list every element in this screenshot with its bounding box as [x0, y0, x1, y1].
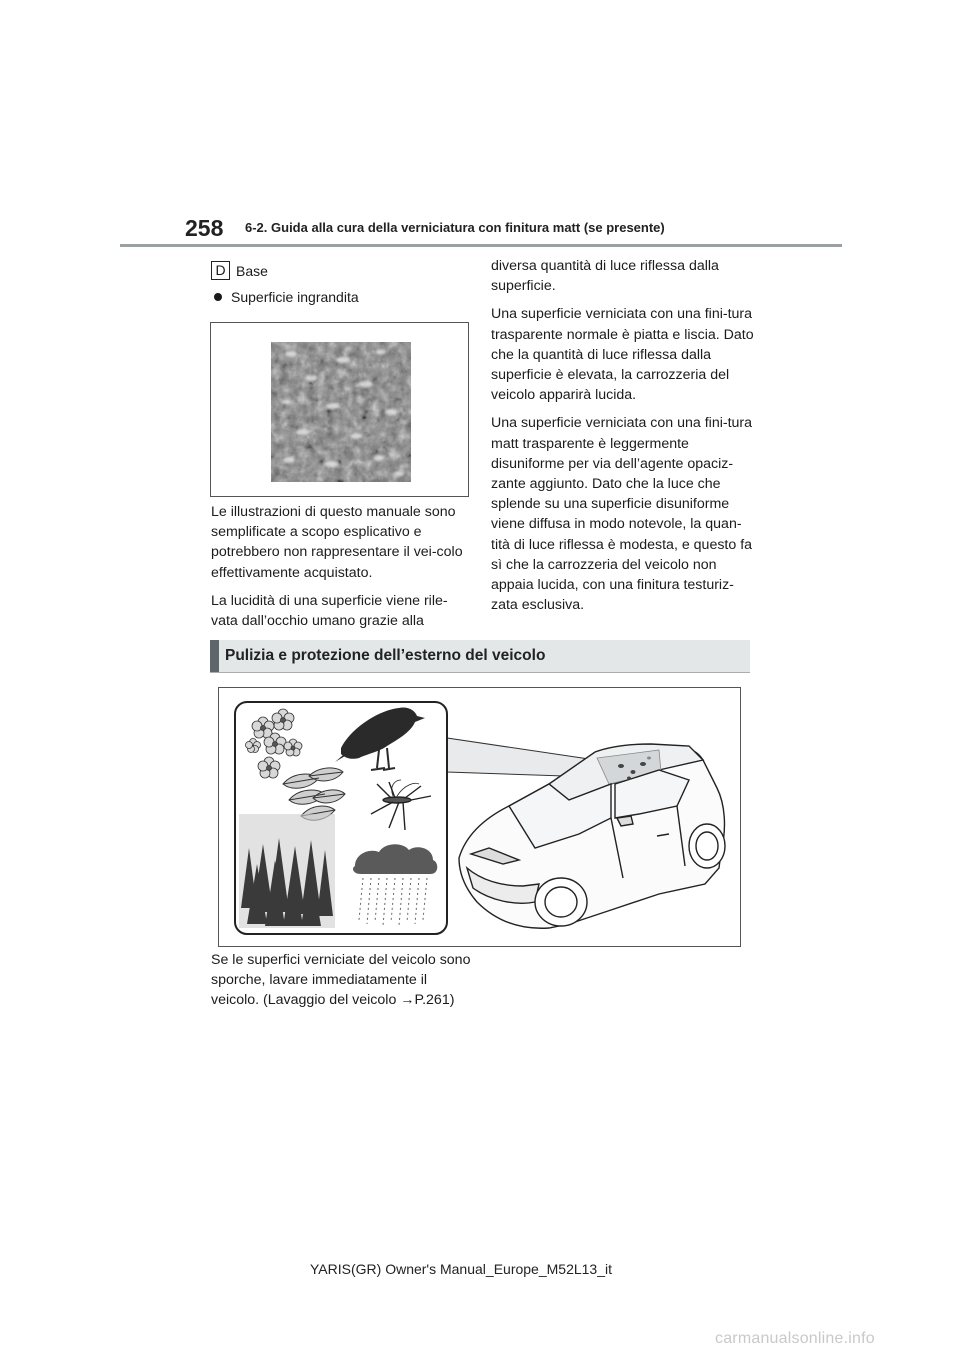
- bullet-text: Superficie ingrandita: [231, 289, 359, 305]
- section-title: 6-2. Guida alla cura della verniciatura con finitura matt (se presente): [245, 220, 665, 235]
- contaminants-illustration: [218, 687, 741, 947]
- bullet-dot-icon: [214, 293, 222, 301]
- heading-accent-bar: [210, 640, 219, 672]
- figure-label: [211, 261, 268, 280]
- surface-texture-figure: [210, 322, 469, 497]
- paragraph: La lucidità di una superficie viene rile-vata dall’occhio umano grazie alla: [211, 592, 448, 630]
- site-watermark: carmanualsonline.info: [715, 1330, 875, 1347]
- forest-pollution-icon: [239, 814, 335, 928]
- cleaning-paragraph: [211, 950, 471, 1019]
- paragraph: Se le superfici verniciate del veicolo sono sporche, lavare immediatamente il veicolo. (Lavaggio del veicolo →P.261): [211, 952, 471, 1009]
- paragraph: Le illustrazioni di questo manuale sono semplificate a scopo esplicativo e potrebbero non rappresentare il vei-colo effettivamente acquistato.: [211, 504, 463, 581]
- section-heading: [210, 640, 750, 673]
- label-letter-box: D: [211, 261, 230, 280]
- paragraph: diversa quantità di luce riflessa dalla superficie.: [491, 258, 719, 295]
- page-number: 258: [185, 215, 224, 241]
- paragraph: Una superficie verniciata con una fini-tura trasparente normale è piatta e liscia. Dato che la quantità di luce riflessa dalla superficie è elevata, la carrozzeria del veicolo apparirà lucida.: [491, 306, 754, 404]
- bullet-item: [211, 289, 359, 305]
- label-text: Base: [236, 262, 268, 279]
- document-footer: YARIS(GR) Owner's Manual_Europe_M52L13_it: [310, 1261, 612, 1277]
- header-rule: [120, 244, 842, 247]
- matt-surface-texture-image: [271, 342, 411, 482]
- left-column-text: [211, 502, 471, 639]
- right-column-text: [491, 256, 756, 623]
- paragraph: Una superficie verniciata con una fini-tura matt trasparente è leggermente disuniforme per via dell’agente opaciz-zante aggiunto. Dato che la luce che splende su una superficie disuniforme viene diffusa in modo notevole, la quan-tità di luce riflessa è modesta, e questo fa sì che la carrozzeria del veicolo non appaia lucida, con una finitura testuriz-zata esclusiva.: [491, 415, 753, 614]
- section-heading-text: Pulizia e protezione dell’esterno del veicolo: [225, 647, 546, 664]
